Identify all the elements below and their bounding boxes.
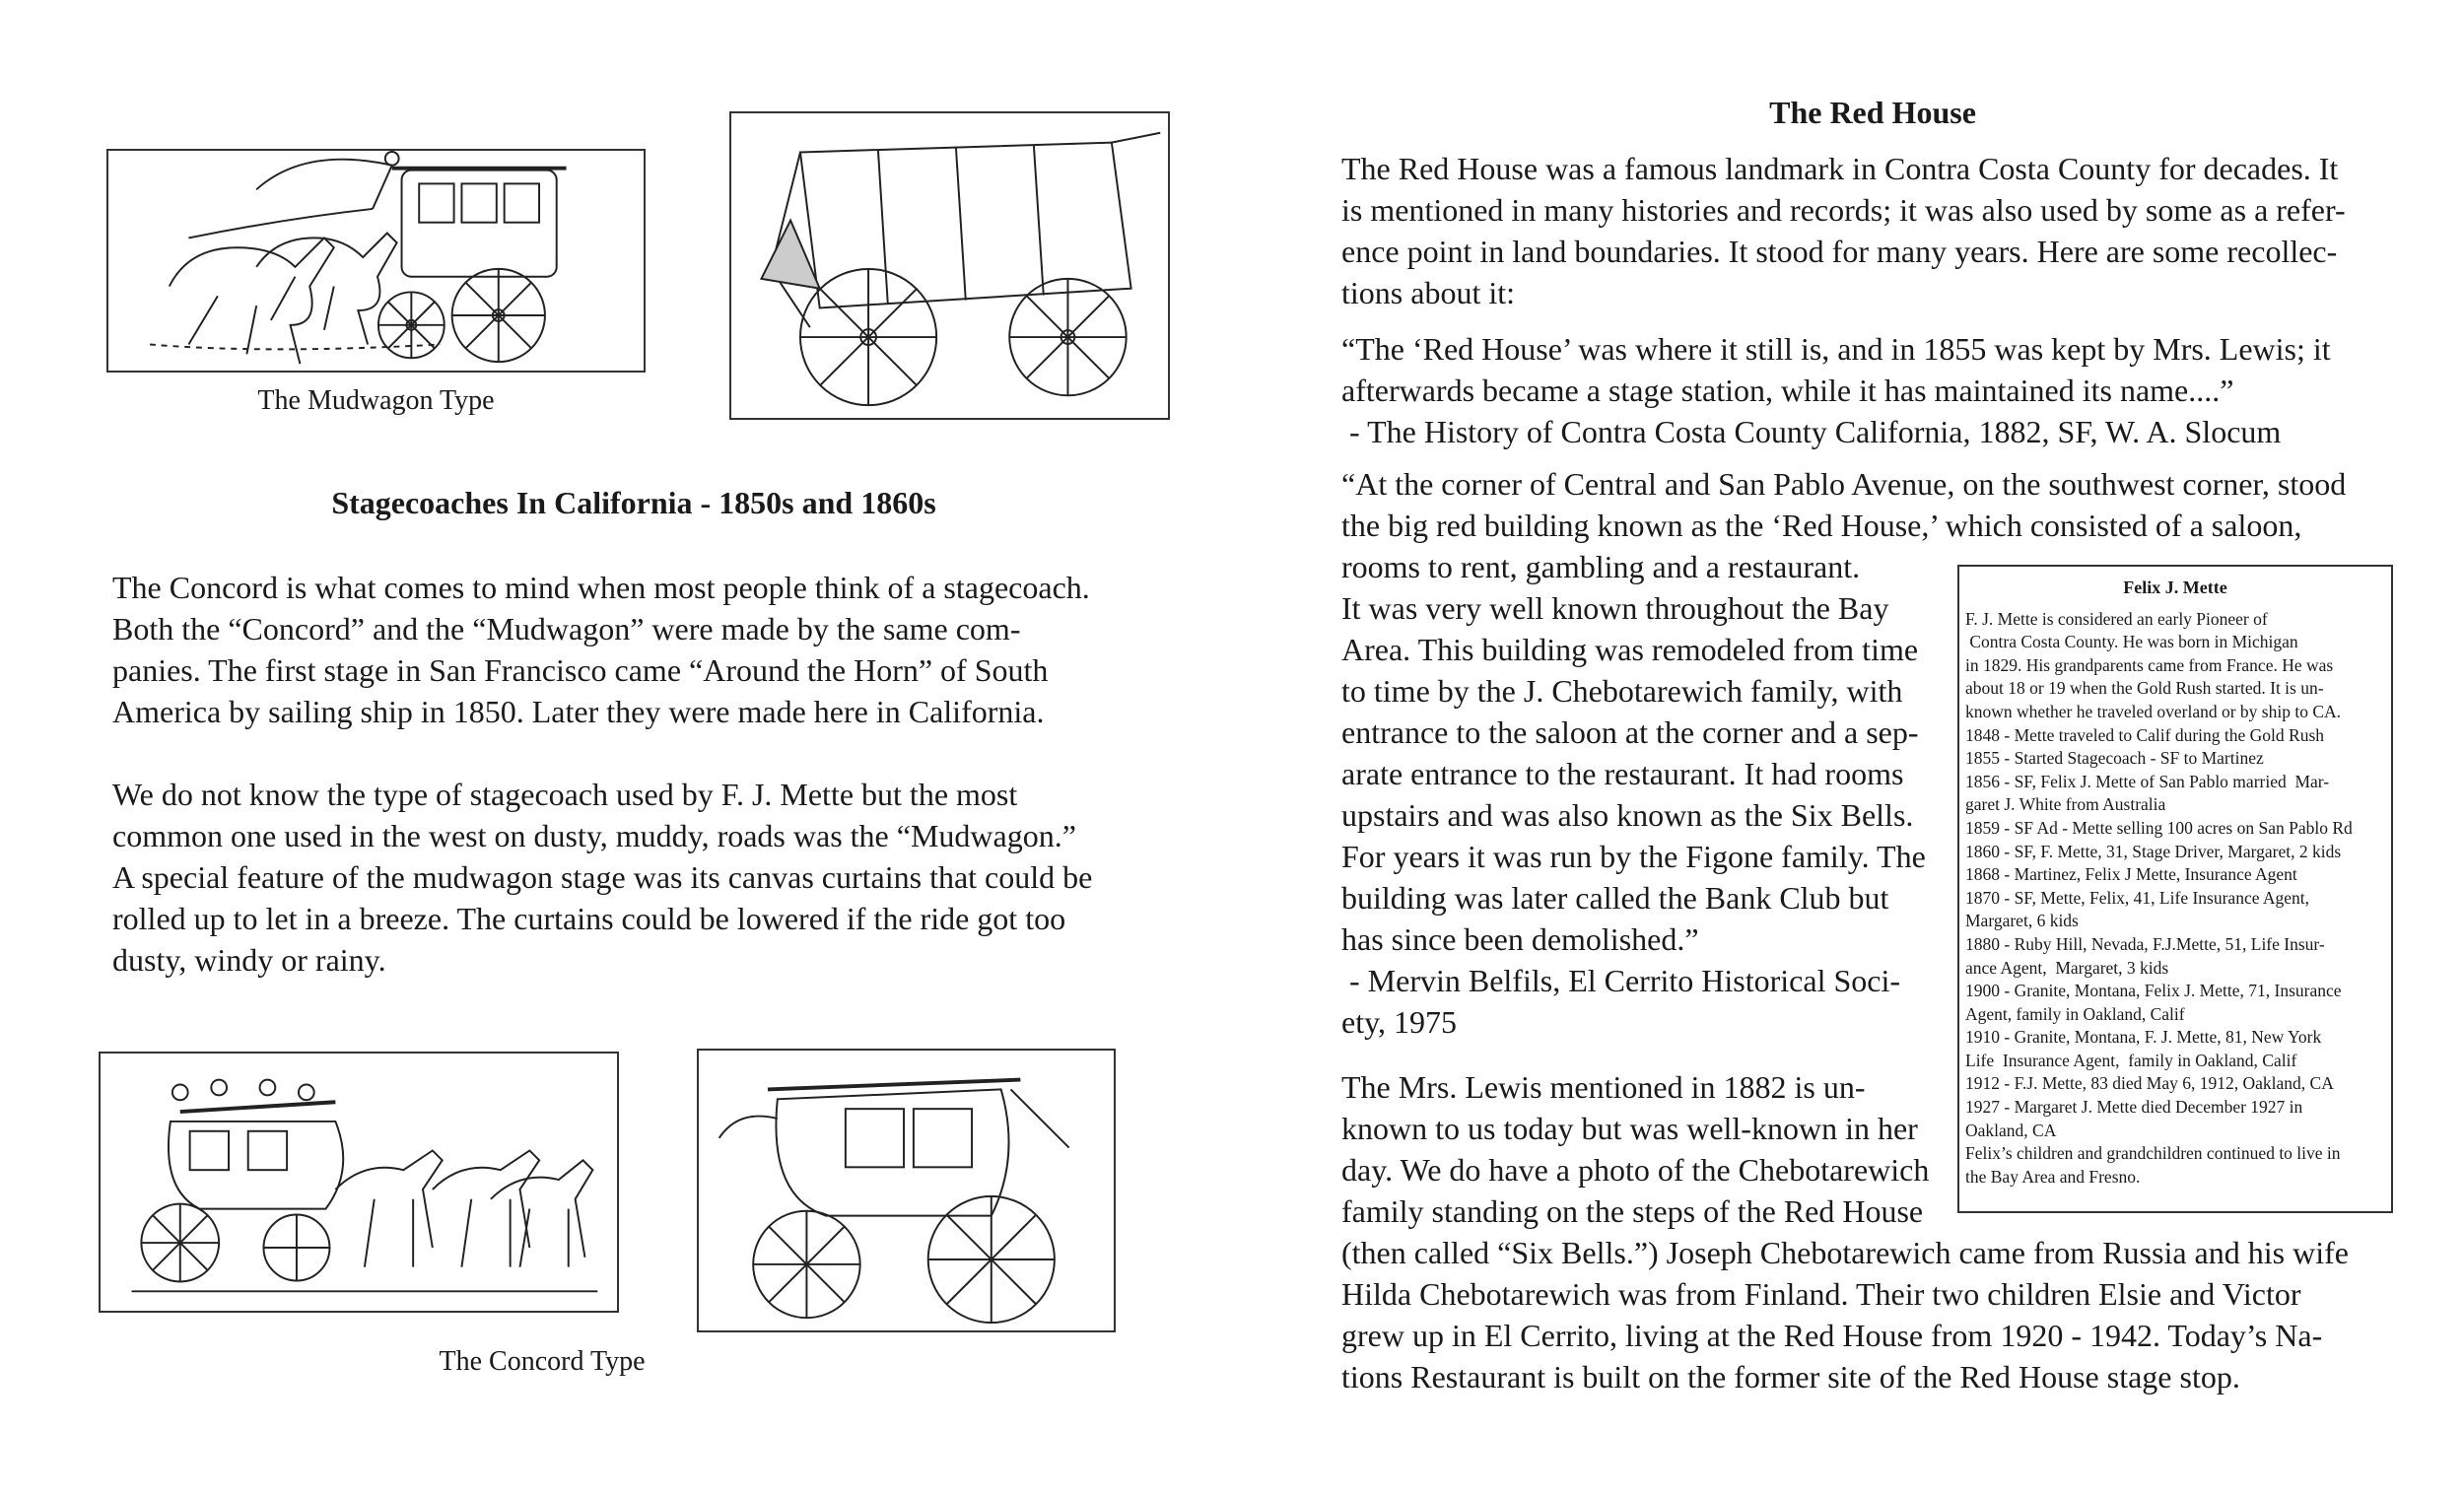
sidebar-line: about 18 or 19 when the Gold Rush started. It is un- <box>1965 678 2324 699</box>
stagecoach-section-title: Stagecoaches In California - 1850s and 1860s <box>331 485 936 520</box>
sidebar-line: garet J. White from Australia <box>1965 794 2166 815</box>
sidebar-line: Agent, family in Oakland, Calif <box>1965 1003 2185 1024</box>
red-house-title: The Red House <box>1769 95 1976 130</box>
sidebar-line: 1870 - SF, Mette, Felix, 41, Life Insurance Agent, <box>1965 887 2310 908</box>
sidebar-line: in 1829. His grandparents came from France. He was <box>1965 654 2334 675</box>
red-house-intro: The Red House was a famous landmark in Contra Costa County for decades. It is mentioned in many histories and records; it was also used by some as a refer- ence point in land boundaries. It stood for many years. Here are some recollec- tions about it: <box>1341 151 2346 310</box>
sidebar-line: 1910 - Granite, Montana, F. J. Mette, 81, New York <box>1965 1027 2322 1048</box>
sidebar-line: Felix’s children and grandchildren continued to live in <box>1965 1143 2341 1164</box>
sidebar-line: F. J. Mette is considered an early Pioneer of <box>1965 608 2268 629</box>
mudwagon-caption: The Mudwagon Type <box>257 385 495 416</box>
sidebar-line: Life Insurance Agent, family in Oakland, Calif <box>1965 1050 2297 1070</box>
belfils-quote-top: “At the corner of Central and San Pablo Avenue, on the southwest corner, stood the big red building known as the ‘Red House,’ which consisted of a saloon, <box>1341 466 2347 543</box>
sidebar-line: Margaret, 6 kids <box>1965 911 2079 931</box>
concord-horses-illustration <box>99 1052 619 1313</box>
sidebar-line: 1900 - Granite, Montana, Felix J. Mette, 71, Insurance <box>1965 981 2342 1001</box>
sidebar-line: known whether he traveled overland or by ship to CA. <box>1965 701 2342 721</box>
closing-full: (then called “Six Bells.”) Joseph Chebotarewich came from Russia and his wife Hilda Chebotarewich was from Finland. Their two children Elsie and Victor grew up in El Cerrito, living at the Red House from 1920 - 1942. Today’s Na- tions Restaurant is built on the former site of the Red House stage stop. <box>1341 1235 2349 1394</box>
sidebar-line: 1927 - Margaret J. Mette died December 1927 in <box>1965 1097 2303 1118</box>
sidebar-line: 1880 - Ruby Hill, Nevada, F.J.Mette, 51, Life Insur- <box>1965 933 2325 954</box>
sidebar-timeline <box>1965 608 2385 1190</box>
sidebar-line: 1855 - Started Stagecoach - SF to Martinez <box>1965 748 2264 769</box>
sidebar-line: ance Agent, Margaret, 3 kids <box>1965 957 2169 978</box>
concord-caption: The Concord Type <box>439 1346 646 1377</box>
sidebar-line: 1856 - SF, Felix J. Mette of San Pablo married Mar- <box>1965 771 2330 791</box>
sidebar-line: 1848 - Mette traveled to Calif during the Gold Rush <box>1965 724 2325 745</box>
slocum-quote: “The ‘Red House’ was where it still is, and in 1855 was kept by Mrs. Lewis; it afterwards became a stage station, while it has maintained its name....” - The History of Contra Costa County California, 1882, SF, W. A. Slocum <box>1341 331 2331 449</box>
sidebar-line: 1860 - SF, F. Mette, 31, Stage Driver, Margaret, 2 kids <box>1965 841 2342 861</box>
sidebar-line: Oakland, CA <box>1965 1120 2057 1140</box>
felix-mette-sidebar <box>1957 565 2393 1213</box>
sidebar-line: 1859 - SF Ad - Mette selling 100 acres on San Pablo Rd <box>1965 817 2353 838</box>
left-paragraph-2: We do not know the type of stagecoach used by F. J. Mette but the most common one used in the west on dusty, muddy, roads was the “Mudwagon.” A special feature of the mudwagon stage was its canvas curtains that could be rolled up to let in a breeze. The curtains could be lowered if the ride got too dusty, windy or rainy. <box>112 777 1093 978</box>
mudwagon-drawing <box>729 111 1170 420</box>
mudwagon-horses-illustration <box>106 149 646 373</box>
concord-drawing <box>697 1049 1116 1332</box>
sidebar-line: Contra Costa County. He was born in Michigan <box>1965 632 2298 652</box>
belfils-quote-narrow: rooms to rent, gambling and a restaurant. It was very well known throughout the Bay Area. This building was remodeled from time to time by the J. Chebotarewich family, with entrance to the saloon at the corner and a sep- arate entrance to the restaurant. It had rooms upstairs and was also known as the Six Bells. For years it was run by the Figone family. The building was later called the Bank Club but has since been demolished.” - Mervin Belfils, El Cerrito Historical Soci- ety, 1975 <box>1341 549 1926 1040</box>
closing-narrow: The Mrs. Lewis mentioned in 1882 is un- known to us today but was well-known in her day. We do have a photo of the Chebotarewich family standing on the steps of the Red House <box>1341 1069 1930 1229</box>
sidebar-line: 1868 - Martinez, Felix J Mette, Insurance Agent <box>1965 864 2297 885</box>
sidebar-line: 1912 - F.J. Mette, 83 died May 6, 1912, Oakland, CA <box>1965 1073 2334 1094</box>
sidebar-line: the Bay Area and Fresno. <box>1965 1166 2141 1187</box>
left-paragraph-1: The Concord is what comes to mind when most people think of a stagecoach. Both the “Concord” and the “Mudwagon” were made by the same com- panies. The first stage in San Francisco came “Around the Horn” of South America by sailing ship in 1850. Later they were made here in California. <box>112 570 1090 729</box>
sidebar-title: Felix J. Mette <box>2123 578 2227 597</box>
